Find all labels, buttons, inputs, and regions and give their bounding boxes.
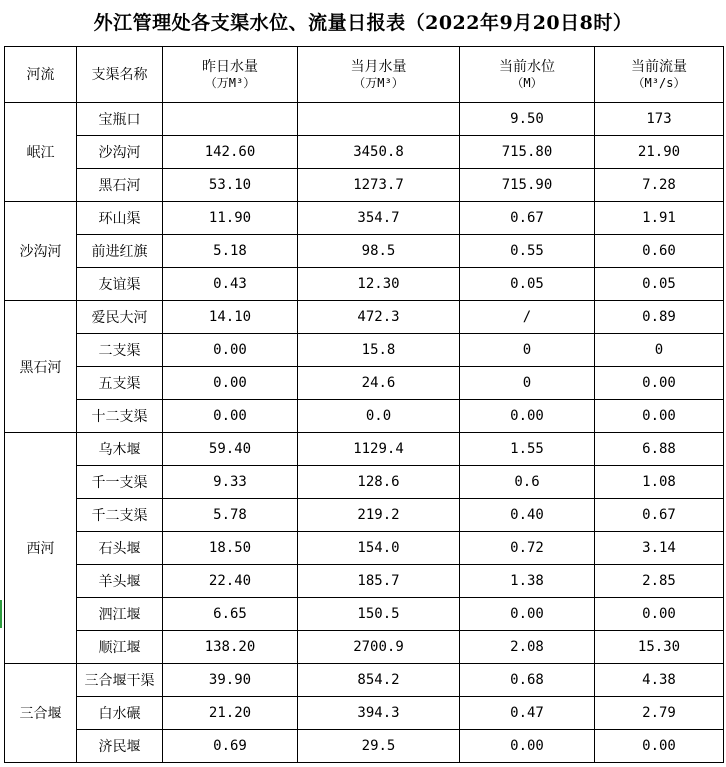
table-row: [5, 631, 724, 664]
month-volume-cell: 15.8: [298, 334, 460, 367]
water-level-cell: 0.67: [460, 202, 595, 235]
header-month-volume: [298, 47, 460, 103]
yesterday-volume-cell: 59.40: [163, 433, 298, 466]
table-row: [5, 202, 724, 235]
month-volume-cell: 12.30: [298, 268, 460, 301]
month-volume-cell: 3450.8: [298, 136, 460, 169]
header-row: [5, 47, 724, 103]
month-volume-cell: 154.0: [298, 532, 460, 565]
branch-name-cell: 乌木堰: [77, 433, 163, 466]
flow-cell: 0.89: [595, 301, 724, 334]
river-name-cell: 黑石河: [5, 301, 77, 433]
flow-cell: 21.90: [595, 136, 724, 169]
table-row: [5, 598, 724, 631]
branch-name-cell: 沙沟河: [77, 136, 163, 169]
water-level-cell: /: [460, 301, 595, 334]
table-row: [5, 664, 724, 697]
water-level-cell: 0: [460, 334, 595, 367]
flow-cell: 3.14: [595, 532, 724, 565]
branch-name-cell: 黑石河: [77, 169, 163, 202]
month-volume-cell: 185.7: [298, 565, 460, 598]
water-level-cell: 0: [460, 367, 595, 400]
flow-cell: 1.91: [595, 202, 724, 235]
table-row: [5, 466, 724, 499]
yesterday-volume-cell: 21.20: [163, 697, 298, 730]
branch-name-cell: 泗江堰: [77, 598, 163, 631]
water-level-cell: 0.47: [460, 697, 595, 730]
branch-name-cell: 千一支渠: [77, 466, 163, 499]
flow-cell: 173: [595, 103, 724, 136]
header-yesterday-label: 昨日水量: [202, 58, 258, 75]
branch-name-cell: 前进红旗: [77, 235, 163, 268]
flow-cell: 0.00: [595, 598, 724, 631]
table-row: [5, 169, 724, 202]
yesterday-volume-cell: 0.00: [163, 334, 298, 367]
branch-name-cell: 五支渠: [77, 367, 163, 400]
flow-cell: 0.00: [595, 730, 724, 763]
water-level-cell: 1.55: [460, 433, 595, 466]
water-level-cell: 9.50: [460, 103, 595, 136]
yesterday-volume-cell: 138.20: [163, 631, 298, 664]
flow-cell: 2.79: [595, 697, 724, 730]
flow-cell: 2.85: [595, 565, 724, 598]
month-volume-cell: 394.3: [298, 697, 460, 730]
table-row: [5, 367, 724, 400]
yesterday-volume-cell: 11.90: [163, 202, 298, 235]
flow-cell: 0.67: [595, 499, 724, 532]
yesterday-volume-cell: 39.90: [163, 664, 298, 697]
header-branch-name: 支渠名称: [77, 47, 163, 103]
header-yesterday-volume: [163, 47, 298, 103]
yesterday-volume-cell: 6.65: [163, 598, 298, 631]
flow-cell: 0.00: [595, 400, 724, 433]
flow-cell: 7.28: [595, 169, 724, 202]
table-row: [5, 565, 724, 598]
water-level-cell: 0.00: [460, 730, 595, 763]
table-row: [5, 334, 724, 367]
water-level-cell: 715.80: [460, 136, 595, 169]
month-volume-cell: 472.3: [298, 301, 460, 334]
table-row: [5, 136, 724, 169]
yesterday-volume-cell: 0.69: [163, 730, 298, 763]
branch-name-cell: 千二支渠: [77, 499, 163, 532]
month-volume-cell: 219.2: [298, 499, 460, 532]
yesterday-volume-cell: 0.43: [163, 268, 298, 301]
row-selection-marker: [0, 600, 2, 628]
flow-cell: 4.38: [595, 664, 724, 697]
flow-cell: 6.88: [595, 433, 724, 466]
yesterday-volume-cell: [163, 103, 298, 136]
branch-name-cell: 爱民大河: [77, 301, 163, 334]
water-level-cell: 0.72: [460, 532, 595, 565]
branch-name-cell: 济民堰: [77, 730, 163, 763]
water-level-cell: 0.68: [460, 664, 595, 697]
branch-name-cell: 宝瓶口: [77, 103, 163, 136]
branch-name-cell: 友谊渠: [77, 268, 163, 301]
month-volume-cell: 1129.4: [298, 433, 460, 466]
water-level-cell: 0.00: [460, 598, 595, 631]
yesterday-volume-cell: 0.00: [163, 367, 298, 400]
header-flow: [595, 47, 724, 103]
table-row: [5, 268, 724, 301]
flow-cell: 0.05: [595, 268, 724, 301]
table-row: [5, 400, 724, 433]
report-title: 外江管理处各支渠水位、流量日报表（2022年9月20日8时）: [93, 12, 633, 34]
month-volume-cell: 854.2: [298, 664, 460, 697]
month-volume-cell: 1273.7: [298, 169, 460, 202]
branch-name-cell: 十二支渠: [77, 400, 163, 433]
branch-name-cell: 白水碾: [77, 697, 163, 730]
river-name-cell: 岷江: [5, 103, 77, 202]
header-level-label: 当前水位: [499, 58, 555, 75]
yesterday-volume-cell: 18.50: [163, 532, 298, 565]
water-level-cell: 2.08: [460, 631, 595, 664]
branch-name-cell: 顺江堰: [77, 631, 163, 664]
river-name-cell: 沙沟河: [5, 202, 77, 301]
month-volume-cell: 2700.9: [298, 631, 460, 664]
header-month-unit: （万M³）: [353, 75, 404, 90]
branch-name-cell: 羊头堰: [77, 565, 163, 598]
yesterday-volume-cell: 22.40: [163, 565, 298, 598]
flow-cell: 0: [595, 334, 724, 367]
month-volume-cell: 0.0: [298, 400, 460, 433]
month-volume-cell: 354.7: [298, 202, 460, 235]
yesterday-volume-cell: 5.78: [163, 499, 298, 532]
flow-cell: 15.30: [595, 631, 724, 664]
table-row: [5, 301, 724, 334]
flow-cell: 1.08: [595, 466, 724, 499]
month-volume-cell: 98.5: [298, 235, 460, 268]
water-level-cell: 1.38: [460, 565, 595, 598]
table-row: [5, 499, 724, 532]
header-flow-unit: （M³/s）: [632, 75, 686, 90]
yesterday-volume-cell: 53.10: [163, 169, 298, 202]
flow-cell: 0.60: [595, 235, 724, 268]
month-volume-cell: 150.5: [298, 598, 460, 631]
table-row: [5, 730, 724, 763]
branch-name-cell: 石头堰: [77, 532, 163, 565]
table-row: [5, 697, 724, 730]
water-level-cell: 715.90: [460, 169, 595, 202]
table-row: [5, 235, 724, 268]
table-row: [5, 433, 724, 466]
water-level-cell: 0.00: [460, 400, 595, 433]
branch-name-cell: 二支渠: [77, 334, 163, 367]
month-volume-cell: 24.6: [298, 367, 460, 400]
river-name-cell: 三合堰: [5, 664, 77, 763]
header-water-level: [460, 47, 595, 103]
branch-name-cell: 三合堰干渠: [77, 664, 163, 697]
month-volume-cell: 128.6: [298, 466, 460, 499]
month-volume-cell: [298, 103, 460, 136]
flow-cell: 0.00: [595, 367, 724, 400]
header-flow-label: 当前流量: [631, 58, 687, 75]
table-body: [5, 103, 724, 763]
table-row: [5, 532, 724, 565]
yesterday-volume-cell: 14.10: [163, 301, 298, 334]
water-level-cell: 0.40: [460, 499, 595, 532]
header-yesterday-unit: （万M³）: [204, 75, 256, 90]
yesterday-volume-cell: 0.00: [163, 400, 298, 433]
water-level-cell: 0.6: [460, 466, 595, 499]
yesterday-volume-cell: 142.60: [163, 136, 298, 169]
header-month-label: 当月水量: [350, 58, 407, 75]
river-name-cell: 西河: [5, 433, 77, 664]
month-volume-cell: 29.5: [298, 730, 460, 763]
yesterday-volume-cell: 5.18: [163, 235, 298, 268]
report-table: [4, 46, 724, 763]
table-row: [5, 103, 724, 136]
water-level-cell: 0.55: [460, 235, 595, 268]
yesterday-volume-cell: 9.33: [163, 466, 298, 499]
header-river: 河流: [5, 47, 77, 103]
branch-name-cell: 环山渠: [77, 202, 163, 235]
water-level-cell: 0.05: [460, 268, 595, 301]
header-level-unit: （M）: [511, 75, 543, 90]
